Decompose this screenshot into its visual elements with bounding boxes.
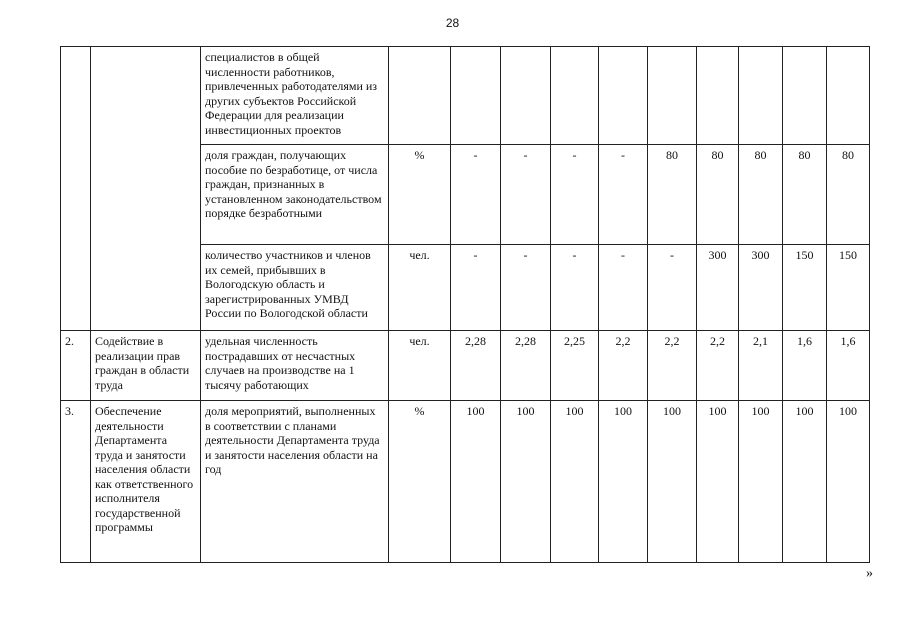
value-cell: 1,6 — [783, 331, 827, 401]
indicator-name-cell: специалистов в общей численности работников, привлеченных работодателями из других субъектов Российской Федерации для реализации инвестиционных проектов — [201, 47, 389, 145]
indicator-name-cell: количество участников и членов их семей, прибывших в Вологодскую область и зарегистрированных УМВД России по Вологодской области — [201, 245, 389, 331]
value-cell: 100 — [739, 401, 783, 563]
value-cell: 300 — [697, 245, 739, 331]
value-cell: 2,2 — [697, 331, 739, 401]
value-cell: 100 — [697, 401, 739, 563]
indicator-name-cell: удельная численность пострадавших от несчастных случаев на производстве на 1 тысячу работающих — [201, 331, 389, 401]
value-cell: 100 — [783, 401, 827, 563]
value-cell: 150 — [827, 245, 870, 331]
value-cell: 1,6 — [827, 331, 870, 401]
value-cell — [648, 47, 697, 145]
value-cell: 100 — [501, 401, 551, 563]
table-row — [61, 331, 870, 401]
value-cell: 100 — [599, 401, 648, 563]
row-number-cell — [61, 145, 91, 245]
value-cell: 80 — [783, 145, 827, 245]
value-cell — [697, 47, 739, 145]
value-cell: 2,2 — [599, 331, 648, 401]
value-cell: - — [599, 245, 648, 331]
indicator-name-cell: доля мероприятий, выполненных в соответствии с планами деятельности Департамента труда и занятости населения области на год — [201, 401, 389, 563]
value-cell: 80 — [827, 145, 870, 245]
value-cell: 100 — [451, 401, 501, 563]
value-cell: 100 — [648, 401, 697, 563]
value-cell — [827, 47, 870, 145]
unit-cell: чел. — [389, 331, 451, 401]
row-number-cell: 3. — [61, 401, 91, 563]
unit-cell: % — [389, 145, 451, 245]
value-cell — [739, 47, 783, 145]
row-number-cell — [61, 47, 91, 145]
value-cell: 2,28 — [451, 331, 501, 401]
value-cell: 100 — [551, 401, 599, 563]
value-cell: 2,25 — [551, 331, 599, 401]
value-cell — [551, 47, 599, 145]
unit-cell — [389, 47, 451, 145]
value-cell — [599, 47, 648, 145]
value-cell: 150 — [783, 245, 827, 331]
value-cell: 2,28 — [501, 331, 551, 401]
table-row — [61, 47, 870, 145]
task-name-cell — [91, 145, 201, 245]
value-cell: - — [451, 145, 501, 245]
value-cell: - — [501, 145, 551, 245]
unit-cell: % — [389, 401, 451, 563]
value-cell: - — [501, 245, 551, 331]
value-cell: 2,2 — [648, 331, 697, 401]
task-name-cell: Обеспечение деятельности Департамента труда и занятости населения области как ответственного исполнителя государственной программы — [91, 401, 201, 563]
value-cell: 80 — [697, 145, 739, 245]
task-name-cell — [91, 47, 201, 145]
value-cell: - — [599, 145, 648, 245]
closing-quote: » — [866, 566, 873, 581]
table-row — [61, 245, 870, 331]
value-cell: - — [451, 245, 501, 331]
value-cell: - — [648, 245, 697, 331]
row-number-cell — [61, 245, 91, 331]
indicator-name-cell: доля граждан, получающих пособие по безработице, от числа граждан, признанных в установленном законодательством порядке безработными — [201, 145, 389, 245]
page-number: 28 — [445, 16, 460, 30]
value-cell: 100 — [827, 401, 870, 563]
task-name-cell — [91, 245, 201, 331]
value-cell — [451, 47, 501, 145]
value-cell: 80 — [739, 145, 783, 245]
value-cell: 80 — [648, 145, 697, 245]
value-cell: 300 — [739, 245, 783, 331]
value-cell: 2,1 — [739, 331, 783, 401]
task-name-cell: Содействие в реализации прав граждан в области труда — [91, 331, 201, 401]
value-cell — [501, 47, 551, 145]
value-cell: - — [551, 245, 599, 331]
table-row — [61, 145, 870, 245]
indicators-table — [60, 46, 870, 563]
value-cell: - — [551, 145, 599, 245]
unit-cell: чел. — [389, 245, 451, 331]
row-number-cell: 2. — [61, 331, 91, 401]
table-row — [61, 401, 870, 563]
value-cell — [783, 47, 827, 145]
